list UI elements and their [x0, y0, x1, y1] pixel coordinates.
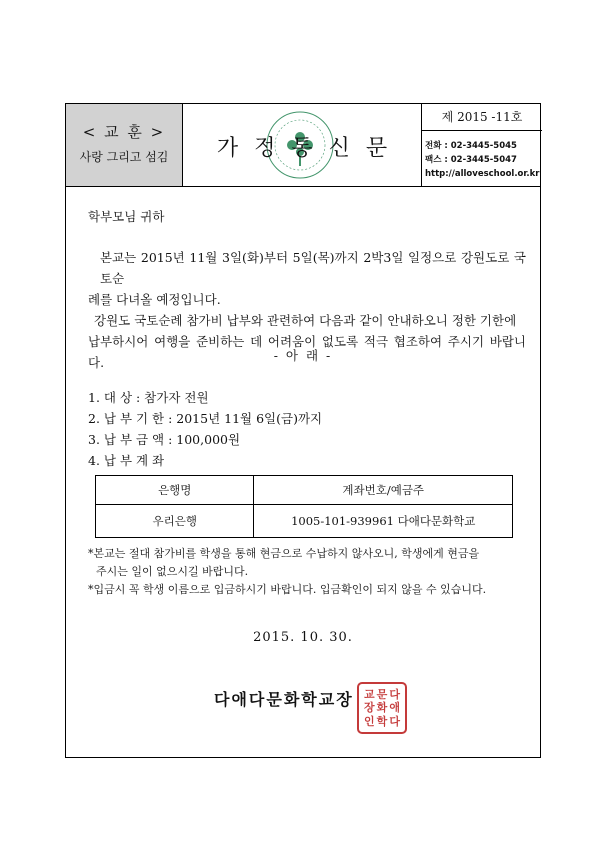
- item-account: 4. 납 부 계 좌: [88, 453, 165, 468]
- account-table: [95, 475, 513, 538]
- issue-info: [421, 104, 542, 186]
- seal-char: 다: [389, 714, 400, 728]
- notice-frame: [65, 103, 541, 758]
- notice-date: 2015. 10. 30.: [253, 630, 353, 645]
- seal-char: 문: [376, 688, 388, 701]
- seal-char: 학: [376, 714, 388, 728]
- signature: 다애다문화학교장: [214, 690, 354, 709]
- seal-characters: [363, 688, 401, 728]
- item-deadline: 2. 납 부 기 한 : 2015년 11월 6일(금)까지: [88, 411, 323, 426]
- motto-box: [66, 104, 183, 186]
- seal-char: 인: [364, 714, 375, 728]
- bank-name: 우리은행: [96, 505, 254, 538]
- phone-number: 전화 : 02-3445-5045: [425, 141, 517, 151]
- title-area: [183, 104, 421, 186]
- table-row: [96, 505, 513, 538]
- item-amount: 3. 납 부 금 액 : 100,000원: [88, 432, 241, 447]
- contact-info: [422, 131, 542, 181]
- issue-number: 제 2015 -11호: [422, 104, 542, 131]
- motto-title: < 교 훈 >: [82, 123, 166, 141]
- header: [66, 104, 540, 187]
- note-line: *본교는 절대 참가비를 학생을 통해 현금으로 수납하지 않사오니, 학생에게 현금을: [88, 547, 480, 560]
- page-title: 가정통신문: [216, 136, 404, 161]
- note-line: *입금시 꼭 학생 이름으로 입금하시기 바랍니다. 입금확인이 되지 않을 수 있습니다.: [88, 583, 487, 596]
- official-seal: [357, 682, 407, 734]
- seal-char: 화: [376, 701, 388, 715]
- seal-char: 장: [364, 701, 375, 715]
- seal-char: 다: [389, 688, 400, 701]
- paragraph-line: 강원도 국토순례 참가비 납부와 관련하여 다음과 같이 안내하오니 정한 기한에: [94, 313, 517, 328]
- note-line: 주시는 일이 없으시길 바랍니다.: [96, 565, 249, 578]
- account-number: 1005-101-939961 다애다문화학교: [254, 505, 513, 538]
- motto-text: 사랑 그리고 섬김: [79, 150, 169, 164]
- item-target: 1. 대 상 : 참가자 전원: [88, 390, 209, 405]
- seal-char: 애: [389, 701, 400, 715]
- separator: - 아 래 -: [273, 348, 333, 363]
- seal-char: 교: [364, 688, 375, 701]
- table-header: 계좌번호/예금주: [254, 476, 513, 505]
- fax-number: 팩스 : 02-3445-5047: [425, 155, 517, 165]
- notes: [88, 545, 528, 599]
- item-list: [88, 387, 322, 471]
- paragraph-line: 납부하시어 여행을 준비하는 데 어려움이 없도록 적극 협조하여 주시기 바랍니다.: [88, 334, 526, 370]
- paragraph-line: 례를 다녀올 예정입니다.: [88, 292, 221, 307]
- greeting: 학부모님 귀하: [88, 209, 165, 224]
- school-url: http://alloveschool.or.kr: [425, 169, 540, 179]
- table-header: 은행명: [96, 476, 254, 505]
- paragraph-line: 본교는 2015년 11월 3일(화)부터 5일(목)까지 2박3일 일정으로 강원도로 국토순: [100, 250, 526, 286]
- table-header-row: [96, 476, 513, 505]
